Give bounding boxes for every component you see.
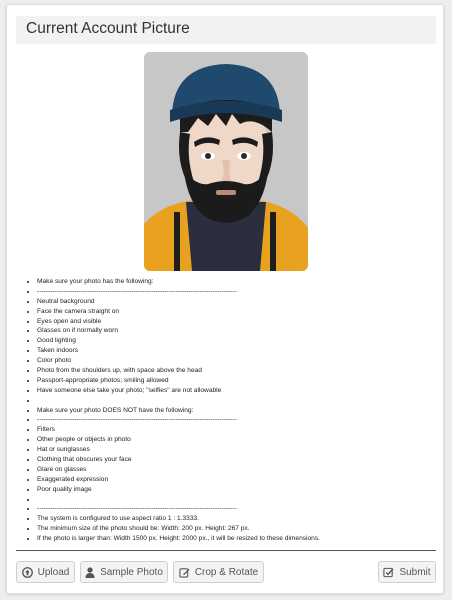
guideline-item: • Other people or objects in photo [37, 435, 452, 445]
account-picture-panel [6, 4, 444, 594]
guideline-item: • Clothing that obscures your face [37, 455, 452, 465]
crop-rotate-button[interactable] [173, 561, 264, 583]
guideline-item: • Glasses on if normally worn [37, 326, 452, 336]
guideline-item: • Make sure your photo has the following: [37, 277, 452, 287]
guideline-item: • Glare on glasses [37, 465, 452, 475]
guideline-item: • Hat or sunglasses [37, 445, 452, 455]
upload-circle-icon [22, 567, 33, 578]
guideline-item: • Face the camera straight on [37, 307, 452, 317]
upload-button-label: Upload [37, 566, 70, 578]
guideline-item: • Poor quality image [37, 485, 452, 495]
edit-icon [179, 567, 190, 578]
guideline-item: • Neutral background [37, 297, 452, 307]
guideline-item: • ------------------------------------------------------------------------------------------- [37, 287, 452, 297]
guideline-item: • ------------------------------------------------------------------------------------------- [37, 415, 452, 425]
guideline-item: • Exaggerated expression [37, 475, 452, 485]
guideline-item: • Good lighting [37, 336, 452, 346]
guideline-item: • Filters [37, 425, 452, 435]
submit-button[interactable] [378, 561, 436, 583]
guideline-item: • Passport-appropriate photos; smiling allowed [37, 376, 452, 386]
sample-photo-button[interactable] [80, 561, 168, 583]
guideline-item: • If the photo is larger than: Width 1500 px. Height: 2000 px., it will be resized to these dimensions. [37, 534, 452, 544]
guideline-item: • The minimum size of the photo should be: Width: 200 px. Height: 267 px. [37, 524, 452, 534]
guideline-item: • Photo from the shoulders up, with space above the head [37, 366, 452, 376]
crop-rotate-button-label: Crop & Rotate [194, 566, 259, 578]
submit-button-label: Submit [399, 566, 431, 578]
guideline-item: • Taken indoors [37, 346, 452, 356]
user-icon [85, 567, 95, 578]
panel-header [16, 16, 436, 44]
photo-guidelines-list [19, 277, 452, 544]
guideline-item: • Have someone else take your photo; "selfies" are not allowable [37, 386, 452, 396]
account-photo [144, 52, 308, 271]
upload-button[interactable] [16, 561, 75, 583]
footer-divider [16, 550, 436, 551]
guideline-item [37, 396, 452, 406]
guideline-item [37, 495, 452, 505]
guideline-item: • Eyes open and visible [37, 317, 452, 327]
page-title: Current Account Picture [26, 20, 190, 37]
guideline-item: • ------------------------------------------------------------------------------------------- [37, 504, 452, 514]
guideline-item: • The system is configured to use aspect ratio 1 : 1.3333. [37, 514, 452, 524]
check-square-icon [383, 567, 394, 578]
sample-photo-button-label: Sample Photo [100, 566, 163, 578]
guideline-item: • Make sure your photo DOES NOT have the following: [37, 406, 452, 416]
guideline-item: • Color photo [37, 356, 452, 366]
